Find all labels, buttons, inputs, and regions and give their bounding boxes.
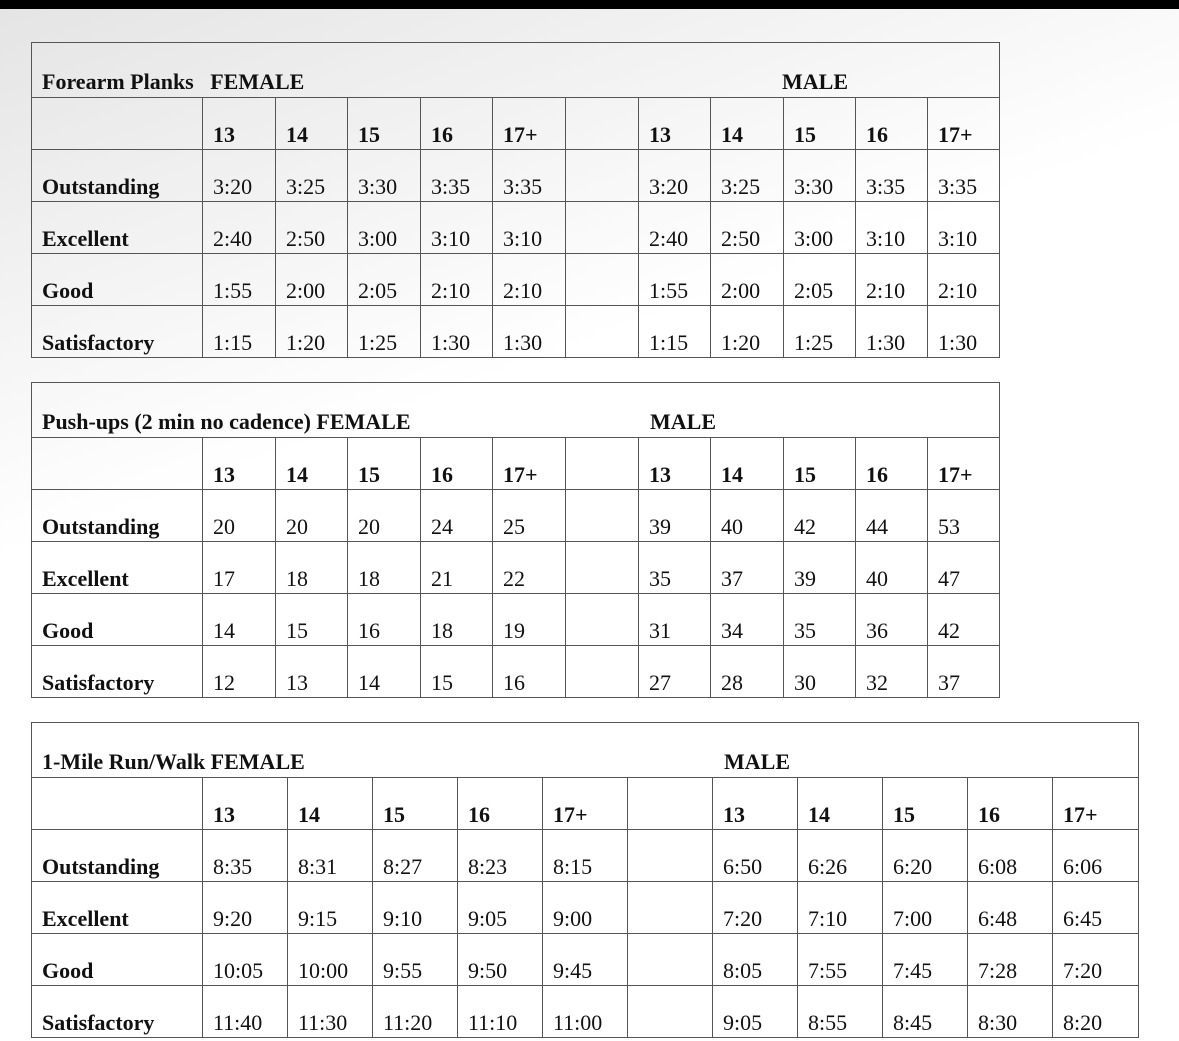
male-cell: 8:55 bbox=[798, 986, 883, 1038]
table-title-row bbox=[32, 43, 1000, 98]
spacer-cell bbox=[566, 542, 639, 594]
male-cell: 42 bbox=[928, 594, 1000, 646]
male-cell: 30 bbox=[784, 646, 856, 698]
male-cell: 42 bbox=[784, 490, 856, 542]
spacer-cell bbox=[566, 202, 639, 254]
female-cell: 19 bbox=[493, 594, 566, 646]
male-cell: 2:50 bbox=[711, 202, 784, 254]
corner-cell bbox=[32, 778, 203, 830]
female-cell: 1:30 bbox=[421, 306, 493, 358]
male-cell: 6:06 bbox=[1053, 830, 1139, 882]
female-cell: 9:15 bbox=[288, 882, 373, 934]
male-age-16: 16 bbox=[968, 778, 1053, 830]
table-row bbox=[32, 254, 1000, 306]
male-age-14: 14 bbox=[711, 98, 784, 150]
male-cell: 7:00 bbox=[883, 882, 968, 934]
female-cell: 9:00 bbox=[543, 882, 628, 934]
row-label: Outstanding bbox=[32, 150, 203, 202]
male-cell: 7:45 bbox=[883, 934, 968, 986]
male-age-17plus: 17+ bbox=[1053, 778, 1139, 830]
age-header-row bbox=[32, 778, 1139, 830]
female-cell: 16 bbox=[348, 594, 421, 646]
female-cell: 9:55 bbox=[373, 934, 458, 986]
male-cell: 2:00 bbox=[711, 254, 784, 306]
spacer-cell bbox=[628, 830, 713, 882]
male-cell: 7:20 bbox=[713, 882, 798, 934]
male-age-14: 14 bbox=[711, 438, 784, 490]
female-cell: 24 bbox=[421, 490, 493, 542]
male-cell: 28 bbox=[711, 646, 784, 698]
male-cell: 1:20 bbox=[711, 306, 784, 358]
female-cell: 20 bbox=[348, 490, 421, 542]
female-cell: 9:50 bbox=[458, 934, 543, 986]
age-header-row bbox=[32, 98, 1000, 150]
male-cell: 3:10 bbox=[928, 202, 1000, 254]
male-cell: 6:20 bbox=[883, 830, 968, 882]
spacer-cell bbox=[628, 934, 713, 986]
spacer-cell bbox=[628, 986, 713, 1038]
female-cell: 13 bbox=[276, 646, 348, 698]
male-age-15: 15 bbox=[883, 778, 968, 830]
female-cell: 16 bbox=[493, 646, 566, 698]
male-cell: 2:10 bbox=[856, 254, 928, 306]
female-cell: 3:10 bbox=[421, 202, 493, 254]
male-label: MALE bbox=[782, 69, 848, 94]
male-cell: 6:48 bbox=[968, 882, 1053, 934]
female-age-14: 14 bbox=[276, 438, 348, 490]
female-cell: 3:00 bbox=[348, 202, 421, 254]
female-cell: 9:05 bbox=[458, 882, 543, 934]
row-label: Satisfactory bbox=[32, 646, 203, 698]
male-cell: 8:30 bbox=[968, 986, 1053, 1038]
male-age-17plus: 17+ bbox=[928, 98, 1000, 150]
female-cell: 12 bbox=[203, 646, 276, 698]
male-age-13: 13 bbox=[639, 438, 711, 490]
male-cell: 40 bbox=[856, 542, 928, 594]
table-row bbox=[32, 150, 1000, 202]
female-cell: 9:45 bbox=[543, 934, 628, 986]
table-title-row bbox=[32, 383, 1000, 438]
male-cell: 2:40 bbox=[639, 202, 711, 254]
female-cell: 3:30 bbox=[348, 150, 421, 202]
male-cell: 8:45 bbox=[883, 986, 968, 1038]
male-cell: 37 bbox=[711, 542, 784, 594]
table-row bbox=[32, 986, 1139, 1038]
female-cell: 8:31 bbox=[288, 830, 373, 882]
female-age-16: 16 bbox=[421, 438, 493, 490]
table-title: Forearm Planks FEMALE bbox=[42, 69, 305, 94]
male-cell: 7:28 bbox=[968, 934, 1053, 986]
row-label: Outstanding bbox=[32, 830, 203, 882]
male-cell: 9:05 bbox=[713, 986, 798, 1038]
female-cell: 10:00 bbox=[288, 934, 373, 986]
spacer-cell bbox=[566, 646, 639, 698]
table-title: 1-Mile Run/Walk FEMALE bbox=[42, 749, 305, 774]
female-cell: 15 bbox=[276, 594, 348, 646]
female-age-17plus: 17+ bbox=[493, 438, 566, 490]
female-age-17plus: 17+ bbox=[493, 98, 566, 150]
male-age-16: 16 bbox=[856, 438, 928, 490]
male-age-13: 13 bbox=[639, 98, 711, 150]
male-cell: 7:20 bbox=[1053, 934, 1139, 986]
male-cell: 3:25 bbox=[711, 150, 784, 202]
male-cell: 3:35 bbox=[928, 150, 1000, 202]
row-label: Good bbox=[32, 934, 203, 986]
male-cell: 7:10 bbox=[798, 882, 883, 934]
male-cell: 2:10 bbox=[928, 254, 1000, 306]
row-label: Good bbox=[32, 594, 203, 646]
table-title-row bbox=[32, 723, 1139, 778]
row-label: Excellent bbox=[32, 202, 203, 254]
male-cell: 31 bbox=[639, 594, 711, 646]
table-row bbox=[32, 490, 1000, 542]
male-cell: 3:20 bbox=[639, 150, 711, 202]
female-age-15: 15 bbox=[348, 438, 421, 490]
mile-run-walk-table bbox=[31, 722, 1139, 1038]
female-cell: 1:20 bbox=[276, 306, 348, 358]
spacer-cell bbox=[628, 882, 713, 934]
female-age-15: 15 bbox=[373, 778, 458, 830]
male-cell: 47 bbox=[928, 542, 1000, 594]
female-cell: 3:10 bbox=[493, 202, 566, 254]
male-cell: 35 bbox=[639, 542, 711, 594]
male-cell: 3:10 bbox=[856, 202, 928, 254]
male-cell: 36 bbox=[856, 594, 928, 646]
female-cell: 8:35 bbox=[203, 830, 288, 882]
female-cell: 14 bbox=[348, 646, 421, 698]
age-header-row bbox=[32, 438, 1000, 490]
female-cell: 1:15 bbox=[203, 306, 276, 358]
female-cell: 22 bbox=[493, 542, 566, 594]
male-cell: 3:30 bbox=[784, 150, 856, 202]
row-label: Good bbox=[32, 254, 203, 306]
male-cell: 39 bbox=[639, 490, 711, 542]
male-age-15: 15 bbox=[784, 98, 856, 150]
male-cell: 1:25 bbox=[784, 306, 856, 358]
male-cell: 6:26 bbox=[798, 830, 883, 882]
male-cell: 2:05 bbox=[784, 254, 856, 306]
female-age-13: 13 bbox=[203, 438, 276, 490]
male-cell: 3:00 bbox=[784, 202, 856, 254]
female-cell: 11:20 bbox=[373, 986, 458, 1038]
female-cell: 2:05 bbox=[348, 254, 421, 306]
male-cell: 3:35 bbox=[856, 150, 928, 202]
male-cell: 6:45 bbox=[1053, 882, 1139, 934]
male-age-17plus: 17+ bbox=[928, 438, 1000, 490]
female-cell: 2:00 bbox=[276, 254, 348, 306]
table-row bbox=[32, 594, 1000, 646]
female-cell: 1:30 bbox=[493, 306, 566, 358]
male-age-16: 16 bbox=[856, 98, 928, 150]
male-age-15: 15 bbox=[784, 438, 856, 490]
female-cell: 17 bbox=[203, 542, 276, 594]
female-cell: 14 bbox=[203, 594, 276, 646]
female-cell: 20 bbox=[276, 490, 348, 542]
female-cell: 2:10 bbox=[493, 254, 566, 306]
female-age-13: 13 bbox=[203, 778, 288, 830]
male-cell: 40 bbox=[711, 490, 784, 542]
female-cell: 3:35 bbox=[493, 150, 566, 202]
female-cell: 9:20 bbox=[203, 882, 288, 934]
female-cell: 8:23 bbox=[458, 830, 543, 882]
female-cell: 21 bbox=[421, 542, 493, 594]
row-label: Satisfactory bbox=[32, 306, 203, 358]
male-cell: 44 bbox=[856, 490, 928, 542]
table-title: Push-ups (2 min no cadence) FEMALE bbox=[42, 409, 411, 434]
female-cell: 2:50 bbox=[276, 202, 348, 254]
female-cell: 9:10 bbox=[373, 882, 458, 934]
female-cell: 2:40 bbox=[203, 202, 276, 254]
male-cell: 39 bbox=[784, 542, 856, 594]
male-cell: 37 bbox=[928, 646, 1000, 698]
female-age-17plus: 17+ bbox=[543, 778, 628, 830]
female-cell: 18 bbox=[276, 542, 348, 594]
row-label: Excellent bbox=[32, 542, 203, 594]
male-label: MALE bbox=[650, 409, 716, 434]
female-age-14: 14 bbox=[288, 778, 373, 830]
female-cell: 11:30 bbox=[288, 986, 373, 1038]
forearm-planks-table bbox=[31, 42, 1000, 358]
male-cell: 53 bbox=[928, 490, 1000, 542]
female-cell: 1:55 bbox=[203, 254, 276, 306]
male-age-14: 14 bbox=[798, 778, 883, 830]
spacer-cell bbox=[566, 254, 639, 306]
male-cell: 6:08 bbox=[968, 830, 1053, 882]
male-cell: 1:30 bbox=[856, 306, 928, 358]
female-cell: 3:35 bbox=[421, 150, 493, 202]
female-cell: 10:05 bbox=[203, 934, 288, 986]
female-cell: 25 bbox=[493, 490, 566, 542]
female-cell: 20 bbox=[203, 490, 276, 542]
spacer-cell bbox=[566, 490, 639, 542]
male-cell: 1:15 bbox=[639, 306, 711, 358]
spacer-cell bbox=[628, 778, 713, 830]
female-cell: 18 bbox=[348, 542, 421, 594]
female-cell: 8:27 bbox=[373, 830, 458, 882]
male-label: MALE bbox=[724, 749, 790, 774]
female-cell: 11:40 bbox=[203, 986, 288, 1038]
spacer-cell bbox=[566, 98, 639, 150]
spacer-cell bbox=[566, 594, 639, 646]
spacer-cell bbox=[566, 306, 639, 358]
female-cell: 3:20 bbox=[203, 150, 276, 202]
table-row bbox=[32, 830, 1139, 882]
female-age-16: 16 bbox=[421, 98, 493, 150]
table-row bbox=[32, 882, 1139, 934]
male-cell: 27 bbox=[639, 646, 711, 698]
male-cell: 7:55 bbox=[798, 934, 883, 986]
female-cell: 18 bbox=[421, 594, 493, 646]
spacer-cell bbox=[566, 438, 639, 490]
female-cell: 1:25 bbox=[348, 306, 421, 358]
male-cell: 1:30 bbox=[928, 306, 1000, 358]
table-row bbox=[32, 306, 1000, 358]
female-cell: 11:10 bbox=[458, 986, 543, 1038]
male-age-13: 13 bbox=[713, 778, 798, 830]
push-ups-table bbox=[31, 382, 1000, 698]
female-cell: 11:00 bbox=[543, 986, 628, 1038]
male-cell: 35 bbox=[784, 594, 856, 646]
female-age-14: 14 bbox=[276, 98, 348, 150]
male-cell: 34 bbox=[711, 594, 784, 646]
corner-cell bbox=[32, 98, 203, 150]
female-cell: 3:25 bbox=[276, 150, 348, 202]
male-cell: 8:05 bbox=[713, 934, 798, 986]
female-cell: 2:10 bbox=[421, 254, 493, 306]
table-row bbox=[32, 542, 1000, 594]
row-label: Excellent bbox=[32, 882, 203, 934]
female-age-13: 13 bbox=[203, 98, 276, 150]
row-label: Outstanding bbox=[32, 490, 203, 542]
corner-cell bbox=[32, 438, 203, 490]
male-cell: 6:50 bbox=[713, 830, 798, 882]
female-cell: 15 bbox=[421, 646, 493, 698]
male-cell: 1:55 bbox=[639, 254, 711, 306]
female-age-16: 16 bbox=[458, 778, 543, 830]
table-row bbox=[32, 934, 1139, 986]
table-row bbox=[32, 202, 1000, 254]
table-row bbox=[32, 646, 1000, 698]
spacer-cell bbox=[566, 150, 639, 202]
female-cell: 8:15 bbox=[543, 830, 628, 882]
top-black-bar bbox=[0, 0, 1179, 9]
row-label: Satisfactory bbox=[32, 986, 203, 1038]
male-cell: 8:20 bbox=[1053, 986, 1139, 1038]
female-age-15: 15 bbox=[348, 98, 421, 150]
male-cell: 32 bbox=[856, 646, 928, 698]
